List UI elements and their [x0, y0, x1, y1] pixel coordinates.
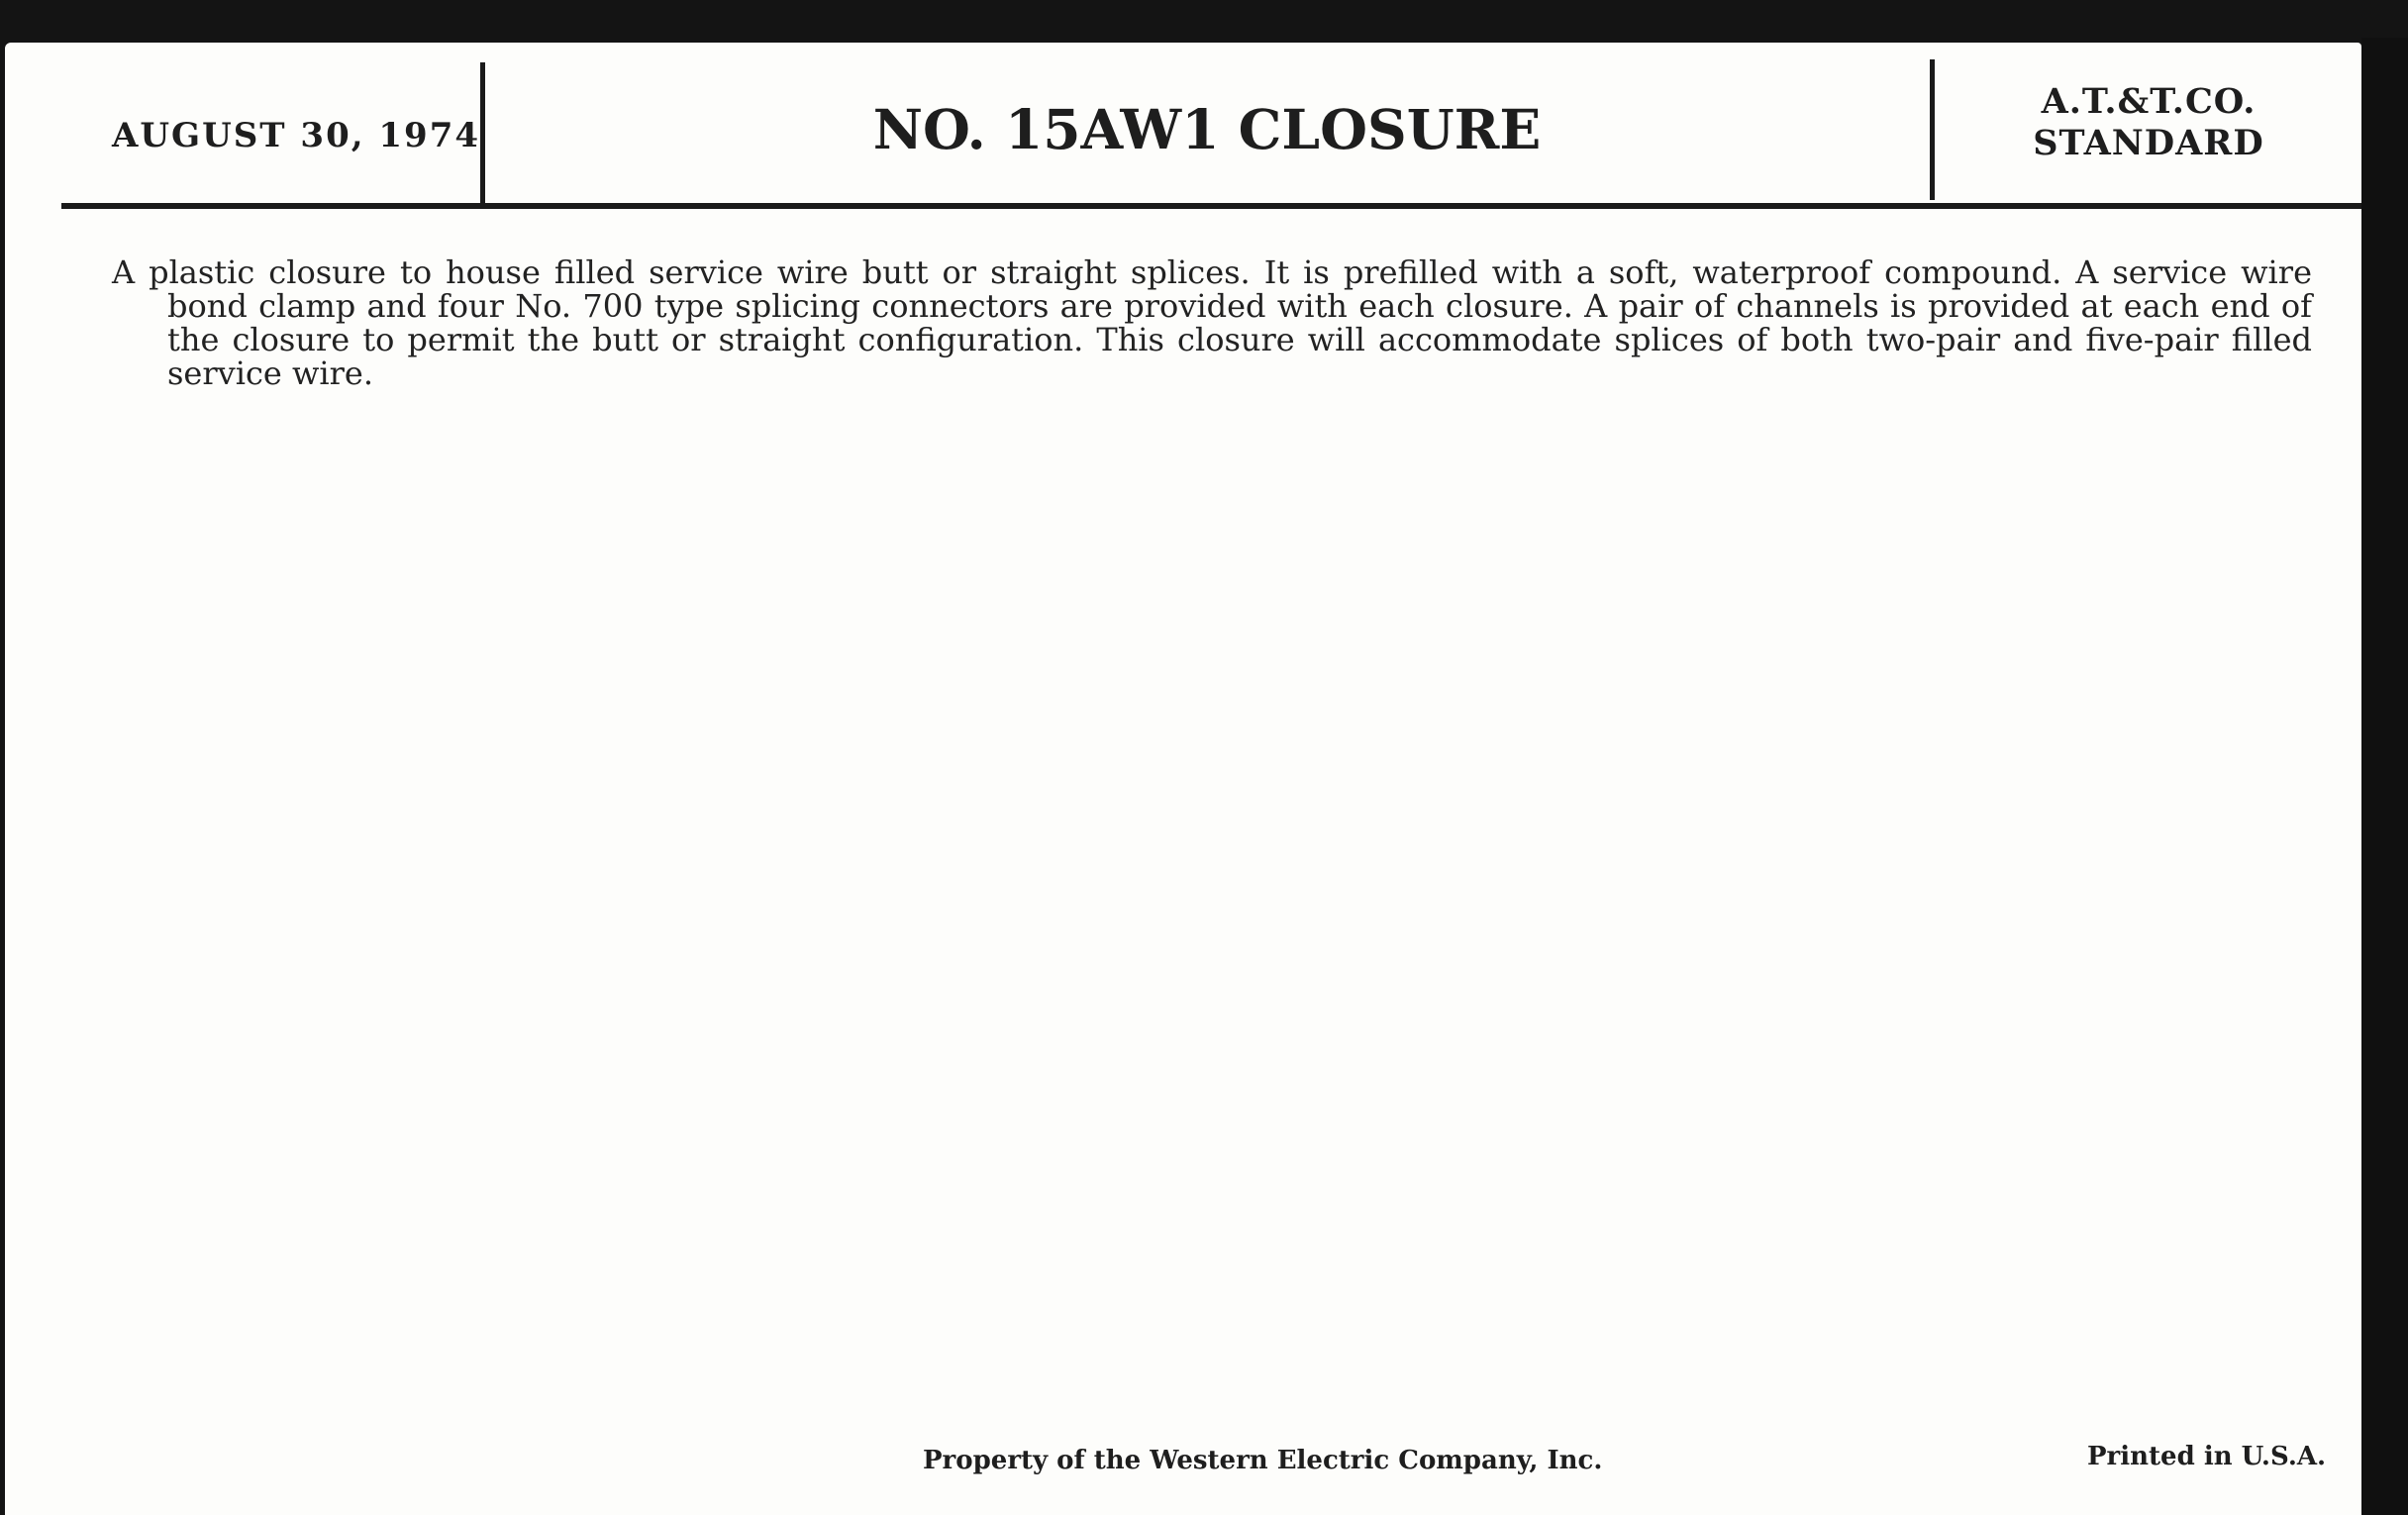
header-divider-right	[1930, 59, 1935, 200]
printed-notice: Printed in U.S.A.	[2087, 1442, 2327, 1471]
standard-label	[1941, 81, 2357, 164]
document-title: NO. 15AW1 CLOSURE	[872, 97, 1542, 161]
document-card	[5, 43, 2361, 1515]
standard-line-2: STANDARD	[2033, 123, 2264, 163]
description-paragraph: A plastic closure to house filled service wire butt or straight splices. It is prefilled with a soft, waterproof compound. A service wire bond clamp and four No. 700 type splicing connectors are provided with each closure. A pair of channels is provided at each end of the closure to permit the butt or straight configuration. This closure will accommodate splices of both two-pair and five-pair filled service wire.	[112, 253, 2312, 392]
property-notice: Property of the Western Electric Company, Inc.	[923, 1446, 1603, 1475]
scan-edge	[2361, 38, 2408, 1515]
standard-line-1: A.T.&T.CO.	[2041, 81, 2257, 122]
document-date: AUGUST 30, 1974	[112, 116, 481, 155]
header-rule	[61, 203, 2364, 209]
